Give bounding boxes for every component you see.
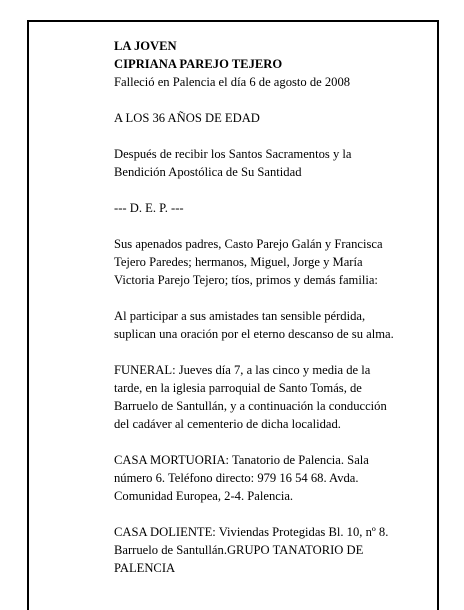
deceased-name: CIPRIANA PAREJO TEJERO	[114, 57, 283, 71]
notice-heading-title: LA JOVEN	[114, 39, 177, 53]
request-line: suplican una oración por el eterno descanso de su alma.	[114, 327, 394, 341]
family-line: Victoria Parejo Tejero; tíos, primos y demás familia:	[114, 273, 378, 287]
funeral-line: FUNERAL: Jueves día 7, a las cinco y media de la	[114, 363, 371, 377]
family-line: Sus apenados padres, Casto Parejo Galán y Francisca	[114, 237, 383, 251]
funeral-line: del cadáver al cementerio de dicha localidad.	[114, 417, 341, 431]
mortuary-line: número 6. Teléfono directo: 979 16 54 68. Avda.	[114, 471, 359, 485]
obituary-notice	[114, 37, 434, 577]
family-line: Tejero Paredes; hermanos, Miguel, Jorge y María	[114, 255, 363, 269]
sacraments-line: Después de recibir los Santos Sacramentos y la	[114, 147, 352, 161]
death-date-line: Falleció en Palencia el día 6 de agosto de 2008	[114, 75, 351, 89]
dep-line: --- D. E. P. ---	[114, 201, 184, 215]
grieving-house-line: PALENCIA	[114, 561, 176, 575]
mortuary-line: Comunidad Europea, 2-4. Palencia.	[114, 489, 294, 503]
funeral-line: Barruelo de Santullán, y a continuación la conducción	[114, 399, 387, 413]
sacraments-line: Bendición Apostólica de Su Santidad	[114, 165, 302, 179]
request-line: Al participar a sus amistades tan sensible pérdida,	[114, 309, 366, 323]
funeral-line: tarde, en la iglesia parroquial de Santo Tomás, de	[114, 381, 362, 395]
grieving-house-line: CASA DOLIENTE: Viviendas Protegidas Bl. 10, nº 8.	[114, 525, 389, 539]
grieving-house-line: Barruelo de Santullán.GRUPO TANATORIO DE	[114, 543, 364, 557]
mortuary-line: CASA MORTUORIA: Tanatorio de Palencia. Sala	[114, 453, 369, 467]
age-line: A LOS 36 AÑOS DE EDAD	[114, 111, 260, 125]
